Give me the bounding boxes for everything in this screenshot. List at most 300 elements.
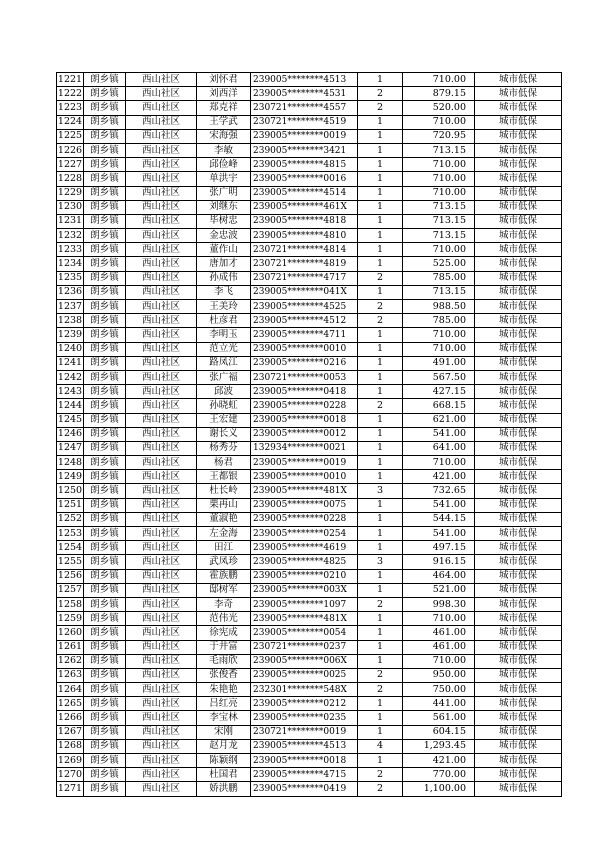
person-name-cell: 杨君	[197, 456, 251, 470]
amount-cell: 561.00	[403, 711, 475, 725]
table-row	[57, 229, 562, 243]
town-cell: 朗乡镇	[84, 300, 126, 314]
household-count-cell: 1	[358, 725, 403, 739]
town-cell: 朗乡镇	[84, 456, 126, 470]
town-cell: 朗乡镇	[84, 73, 126, 87]
id-number-cell: 239005********0012	[251, 427, 358, 441]
community-cell: 西山社区	[126, 101, 197, 115]
town-cell: 朗乡镇	[84, 640, 126, 654]
community-cell: 西山社区	[126, 612, 197, 626]
household-count-cell: 1	[358, 512, 403, 526]
table-row	[57, 413, 562, 427]
community-cell: 西山社区	[126, 87, 197, 101]
id-number-cell: 239005********1097	[251, 597, 358, 611]
amount-cell: 441.00	[403, 697, 475, 711]
amount-cell: 710.00	[403, 172, 475, 186]
person-name-cell: 李宝林	[197, 711, 251, 725]
id-number-cell: 239005********0210	[251, 569, 358, 583]
amount-cell: 950.00	[403, 668, 475, 682]
id-number-cell: 239005********481X	[251, 612, 358, 626]
town-cell: 朗乡镇	[84, 668, 126, 682]
community-cell: 西山社区	[126, 257, 197, 271]
row-number-cell: 1237	[57, 300, 84, 314]
community-cell: 西山社区	[126, 683, 197, 697]
community-cell: 西山社区	[126, 129, 197, 143]
row-number-cell: 1244	[57, 399, 84, 413]
person-name-cell: 邱波	[197, 385, 251, 399]
person-name-cell: 毕树忠	[197, 214, 251, 228]
town-cell: 朗乡镇	[84, 470, 126, 484]
row-number-cell: 1228	[57, 172, 84, 186]
table-row	[57, 555, 562, 569]
person-name-cell: 王美玲	[197, 300, 251, 314]
person-name-cell: 邸树军	[197, 583, 251, 597]
assistance-type-cell: 城市低保	[475, 498, 562, 512]
assistance-type-cell: 城市低保	[475, 640, 562, 654]
community-cell: 西山社区	[126, 441, 197, 455]
community-cell: 西山社区	[126, 314, 197, 328]
id-number-cell: 239005********0235	[251, 711, 358, 725]
amount-cell: 710.00	[403, 456, 475, 470]
household-count-cell: 1	[358, 229, 403, 243]
assistance-type-cell: 城市低保	[475, 768, 562, 782]
assistance-type-cell: 城市低保	[475, 654, 562, 668]
community-cell: 西山社区	[126, 697, 197, 711]
assistance-type-cell: 城市低保	[475, 683, 562, 697]
community-cell: 西山社区	[126, 158, 197, 172]
id-number-cell: 239005********4711	[251, 328, 358, 342]
town-cell: 朗乡镇	[84, 725, 126, 739]
id-number-cell: 132934********0021	[251, 441, 358, 455]
community-cell: 西山社区	[126, 456, 197, 470]
id-number-cell: 230721********4819	[251, 257, 358, 271]
person-name-cell: 王学武	[197, 115, 251, 129]
row-number-cell: 1269	[57, 754, 84, 768]
id-number-cell: 239005********0212	[251, 697, 358, 711]
row-number-cell: 1234	[57, 257, 84, 271]
table-row	[57, 725, 562, 739]
amount-cell: 621.00	[403, 413, 475, 427]
household-count-cell: 1	[358, 200, 403, 214]
table-row	[57, 370, 562, 384]
community-cell: 西山社区	[126, 754, 197, 768]
household-count-cell: 1	[358, 342, 403, 356]
household-count-cell: 2	[358, 271, 403, 285]
assistance-type-cell: 城市低保	[475, 87, 562, 101]
household-count-cell: 2	[358, 314, 403, 328]
household-count-cell: 2	[358, 782, 403, 796]
household-count-cell: 4	[358, 739, 403, 753]
town-cell: 朗乡镇	[84, 413, 126, 427]
assistance-type-cell: 城市低保	[475, 271, 562, 285]
row-number-cell: 1236	[57, 285, 84, 299]
household-count-cell: 1	[358, 640, 403, 654]
town-cell: 朗乡镇	[84, 654, 126, 668]
table-row	[57, 115, 562, 129]
id-number-cell: 239005********461X	[251, 200, 358, 214]
id-number-cell: 239005********003X	[251, 583, 358, 597]
assistance-type-cell: 城市低保	[475, 200, 562, 214]
community-cell: 西山社区	[126, 668, 197, 682]
assistance-type-cell: 城市低保	[475, 484, 562, 498]
id-number-cell: 239005********0216	[251, 356, 358, 370]
id-number-cell: 239005********4514	[251, 186, 358, 200]
community-cell: 西山社区	[126, 555, 197, 569]
amount-cell: 710.00	[403, 73, 475, 87]
town-cell: 朗乡镇	[84, 271, 126, 285]
household-count-cell: 1	[358, 456, 403, 470]
community-cell: 西山社区	[126, 356, 197, 370]
assistance-type-cell: 城市低保	[475, 739, 562, 753]
household-count-cell: 2	[358, 668, 403, 682]
town-cell: 朗乡镇	[84, 739, 126, 753]
community-cell: 西山社区	[126, 399, 197, 413]
id-number-cell: 239005********4825	[251, 555, 358, 569]
row-number-cell: 1253	[57, 527, 84, 541]
town-cell: 朗乡镇	[84, 555, 126, 569]
person-name-cell: 王宏建	[197, 413, 251, 427]
row-number-cell: 1229	[57, 186, 84, 200]
amount-cell: 427.15	[403, 385, 475, 399]
assistance-type-cell: 城市低保	[475, 285, 562, 299]
row-number-cell: 1265	[57, 697, 84, 711]
row-number-cell: 1262	[57, 654, 84, 668]
id-number-cell: 239005********4815	[251, 158, 358, 172]
row-number-cell: 1258	[57, 597, 84, 611]
table-row	[57, 186, 562, 200]
table-row	[57, 597, 562, 611]
town-cell: 朗乡镇	[84, 754, 126, 768]
row-number-cell: 1271	[57, 782, 84, 796]
amount-cell: 1,100.00	[403, 782, 475, 796]
assistance-type-cell: 城市低保	[475, 356, 562, 370]
community-cell: 西山社区	[126, 143, 197, 157]
household-count-cell: 3	[358, 484, 403, 498]
community-cell: 西山社区	[126, 527, 197, 541]
amount-cell: 750.00	[403, 683, 475, 697]
community-cell: 西山社区	[126, 470, 197, 484]
table-row	[57, 470, 562, 484]
town-cell: 朗乡镇	[84, 129, 126, 143]
id-number-cell: 230721********0019	[251, 725, 358, 739]
person-name-cell: 张广福	[197, 370, 251, 384]
amount-cell: 720.95	[403, 129, 475, 143]
table-row	[57, 583, 562, 597]
town-cell: 朗乡镇	[84, 683, 126, 697]
community-cell: 西山社区	[126, 285, 197, 299]
community-cell: 西山社区	[126, 654, 197, 668]
table-row	[57, 129, 562, 143]
amount-cell: 641.00	[403, 441, 475, 455]
person-name-cell: 于井富	[197, 640, 251, 654]
town-cell: 朗乡镇	[84, 229, 126, 243]
assistance-type-cell: 城市低保	[475, 172, 562, 186]
household-count-cell: 2	[358, 768, 403, 782]
household-count-cell: 1	[358, 654, 403, 668]
assistance-type-cell: 城市低保	[475, 314, 562, 328]
person-name-cell: 霍族鹏	[197, 569, 251, 583]
community-cell: 西山社区	[126, 725, 197, 739]
id-number-cell: 239005********4818	[251, 214, 358, 228]
amount-cell: 421.00	[403, 470, 475, 484]
welfare-table	[56, 72, 562, 797]
household-count-cell: 2	[358, 597, 403, 611]
person-name-cell: 唐加才	[197, 257, 251, 271]
table-row	[57, 101, 562, 115]
person-name-cell: 刘继东	[197, 200, 251, 214]
community-cell: 西山社区	[126, 271, 197, 285]
row-number-cell: 1227	[57, 158, 84, 172]
household-count-cell: 1	[358, 73, 403, 87]
row-number-cell: 1232	[57, 229, 84, 243]
row-number-cell: 1231	[57, 214, 84, 228]
id-number-cell: 239005********0016	[251, 172, 358, 186]
household-count-cell: 1	[358, 569, 403, 583]
amount-cell: 668.15	[403, 399, 475, 413]
household-count-cell: 1	[358, 498, 403, 512]
amount-cell: 421.00	[403, 754, 475, 768]
person-name-cell: 范立光	[197, 342, 251, 356]
amount-cell: 520.00	[403, 101, 475, 115]
table-row	[57, 271, 562, 285]
person-name-cell: 朱艳艳	[197, 683, 251, 697]
household-count-cell: 1	[358, 243, 403, 257]
person-name-cell: 陈颖纲	[197, 754, 251, 768]
assistance-type-cell: 城市低保	[475, 711, 562, 725]
town-cell: 朗乡镇	[84, 243, 126, 257]
town-cell: 朗乡镇	[84, 512, 126, 526]
household-count-cell: 1	[358, 172, 403, 186]
amount-cell: 461.00	[403, 640, 475, 654]
row-number-cell: 1221	[57, 73, 84, 87]
town-cell: 朗乡镇	[84, 370, 126, 384]
assistance-type-cell: 城市低保	[475, 229, 562, 243]
row-number-cell: 1263	[57, 668, 84, 682]
id-number-cell: 239005********4512	[251, 314, 358, 328]
town-cell: 朗乡镇	[84, 569, 126, 583]
amount-cell: 998.30	[403, 597, 475, 611]
row-number-cell: 1255	[57, 555, 84, 569]
id-number-cell: 239005********006X	[251, 654, 358, 668]
assistance-type-cell: 城市低保	[475, 456, 562, 470]
row-number-cell: 1243	[57, 385, 84, 399]
household-count-cell: 1	[358, 214, 403, 228]
amount-cell: 464.00	[403, 569, 475, 583]
person-name-cell: 杜长岭	[197, 484, 251, 498]
town-cell: 朗乡镇	[84, 214, 126, 228]
row-number-cell: 1240	[57, 342, 84, 356]
household-count-cell: 1	[358, 541, 403, 555]
assistance-type-cell: 城市低保	[475, 569, 562, 583]
row-number-cell: 1268	[57, 739, 84, 753]
table-row	[57, 328, 562, 342]
household-count-cell: 1	[358, 754, 403, 768]
id-number-cell: 239005********041X	[251, 285, 358, 299]
id-number-cell: 230721********4519	[251, 115, 358, 129]
amount-cell: 604.15	[403, 725, 475, 739]
amount-cell: 567.50	[403, 370, 475, 384]
table-row	[57, 399, 562, 413]
assistance-type-cell: 城市低保	[475, 214, 562, 228]
amount-cell: 916.15	[403, 555, 475, 569]
id-number-cell: 239005********0054	[251, 626, 358, 640]
table-row	[57, 512, 562, 526]
id-number-cell: 239005********4513	[251, 739, 358, 753]
amount-cell: 879.15	[403, 87, 475, 101]
assistance-type-cell: 城市低保	[475, 257, 562, 271]
amount-cell: 732.65	[403, 484, 475, 498]
id-number-cell: 239005********0228	[251, 512, 358, 526]
assistance-type-cell: 城市低保	[475, 385, 562, 399]
table-row	[57, 569, 562, 583]
row-number-cell: 1242	[57, 370, 84, 384]
community-cell: 西山社区	[126, 597, 197, 611]
amount-cell: 525.00	[403, 257, 475, 271]
row-number-cell: 1260	[57, 626, 84, 640]
table-row	[57, 214, 562, 228]
town-cell: 朗乡镇	[84, 498, 126, 512]
amount-cell: 770.00	[403, 768, 475, 782]
table-body	[57, 73, 562, 797]
table-row	[57, 200, 562, 214]
assistance-type-cell: 城市低保	[475, 129, 562, 143]
person-name-cell: 王都银	[197, 470, 251, 484]
town-cell: 朗乡镇	[84, 527, 126, 541]
household-count-cell: 1	[358, 356, 403, 370]
row-number-cell: 1267	[57, 725, 84, 739]
assistance-type-cell: 城市低保	[475, 399, 562, 413]
row-number-cell: 1224	[57, 115, 84, 129]
person-name-cell: 赵月龙	[197, 739, 251, 753]
id-number-cell: 239005********481X	[251, 484, 358, 498]
person-name-cell: 吕红亮	[197, 697, 251, 711]
table-row	[57, 484, 562, 498]
amount-cell: 713.15	[403, 200, 475, 214]
town-cell: 朗乡镇	[84, 172, 126, 186]
town-cell: 朗乡镇	[84, 583, 126, 597]
id-number-cell: 239005********0018	[251, 413, 358, 427]
row-number-cell: 1225	[57, 129, 84, 143]
table-row	[57, 612, 562, 626]
household-count-cell: 1	[358, 129, 403, 143]
row-number-cell: 1261	[57, 640, 84, 654]
town-cell: 朗乡镇	[84, 399, 126, 413]
household-count-cell: 2	[358, 399, 403, 413]
table-row	[57, 385, 562, 399]
town-cell: 朗乡镇	[84, 427, 126, 441]
household-count-cell: 1	[358, 612, 403, 626]
table-row	[57, 300, 562, 314]
person-name-cell: 李明玉	[197, 328, 251, 342]
assistance-type-cell: 城市低保	[475, 73, 562, 87]
table-row	[57, 314, 562, 328]
person-name-cell: 宋海强	[197, 129, 251, 143]
table-row	[57, 342, 562, 356]
household-count-cell: 2	[358, 300, 403, 314]
table-row	[57, 243, 562, 257]
community-cell: 西山社区	[126, 243, 197, 257]
amount-cell: 710.00	[403, 115, 475, 129]
community-cell: 西山社区	[126, 370, 197, 384]
row-number-cell: 1241	[57, 356, 84, 370]
row-number-cell: 1264	[57, 683, 84, 697]
table-row	[57, 527, 562, 541]
row-number-cell: 1256	[57, 569, 84, 583]
table-row	[57, 73, 562, 87]
row-number-cell: 1254	[57, 541, 84, 555]
household-count-cell: 2	[358, 101, 403, 115]
community-cell: 西山社区	[126, 498, 197, 512]
household-count-cell: 1	[358, 385, 403, 399]
row-number-cell: 1226	[57, 143, 84, 157]
town-cell: 朗乡镇	[84, 101, 126, 115]
person-name-cell: 路凤江	[197, 356, 251, 370]
assistance-type-cell: 城市低保	[475, 427, 562, 441]
table-row	[57, 172, 562, 186]
table-row	[57, 427, 562, 441]
person-name-cell: 张广明	[197, 186, 251, 200]
community-cell: 西山社区	[126, 342, 197, 356]
amount-cell: 988.50	[403, 300, 475, 314]
community-cell: 西山社区	[126, 626, 197, 640]
assistance-type-cell: 城市低保	[475, 597, 562, 611]
person-name-cell: 范伟光	[197, 612, 251, 626]
town-cell: 朗乡镇	[84, 484, 126, 498]
community-cell: 西山社区	[126, 512, 197, 526]
community-cell: 西山社区	[126, 427, 197, 441]
id-number-cell: 239005********0018	[251, 754, 358, 768]
assistance-type-cell: 城市低保	[475, 243, 562, 257]
community-cell: 西山社区	[126, 640, 197, 654]
assistance-type-cell: 城市低保	[475, 186, 562, 200]
household-count-cell: 1	[358, 143, 403, 157]
row-number-cell: 1239	[57, 328, 84, 342]
person-name-cell: 张俊香	[197, 668, 251, 682]
town-cell: 朗乡镇	[84, 314, 126, 328]
row-number-cell: 1270	[57, 768, 84, 782]
id-number-cell: 239005********4531	[251, 87, 358, 101]
person-name-cell: 董作山	[197, 243, 251, 257]
amount-cell: 710.00	[403, 612, 475, 626]
community-cell: 西山社区	[126, 768, 197, 782]
id-number-cell: 239005********0418	[251, 385, 358, 399]
amount-cell: 710.00	[403, 186, 475, 200]
person-name-cell: 左金海	[197, 527, 251, 541]
assistance-type-cell: 城市低保	[475, 583, 562, 597]
row-number-cell: 1250	[57, 484, 84, 498]
community-cell: 西山社区	[126, 328, 197, 342]
person-name-cell: 杨秀芬	[197, 441, 251, 455]
table-row	[57, 754, 562, 768]
community-cell: 西山社区	[126, 172, 197, 186]
amount-cell: 710.00	[403, 328, 475, 342]
town-cell: 朗乡镇	[84, 257, 126, 271]
amount-cell: 1,293.45	[403, 739, 475, 753]
household-count-cell: 1	[358, 328, 403, 342]
community-cell: 西山社区	[126, 782, 197, 796]
amount-cell: 785.00	[403, 271, 475, 285]
assistance-type-cell: 城市低保	[475, 370, 562, 384]
community-cell: 西山社区	[126, 186, 197, 200]
person-name-cell: 刘西洋	[197, 87, 251, 101]
row-number-cell: 1238	[57, 314, 84, 328]
row-number-cell: 1235	[57, 271, 84, 285]
id-number-cell: 239005********0075	[251, 498, 358, 512]
table-row	[57, 711, 562, 725]
community-cell: 西山社区	[126, 484, 197, 498]
amount-cell: 713.15	[403, 143, 475, 157]
household-count-cell: 1	[358, 697, 403, 711]
